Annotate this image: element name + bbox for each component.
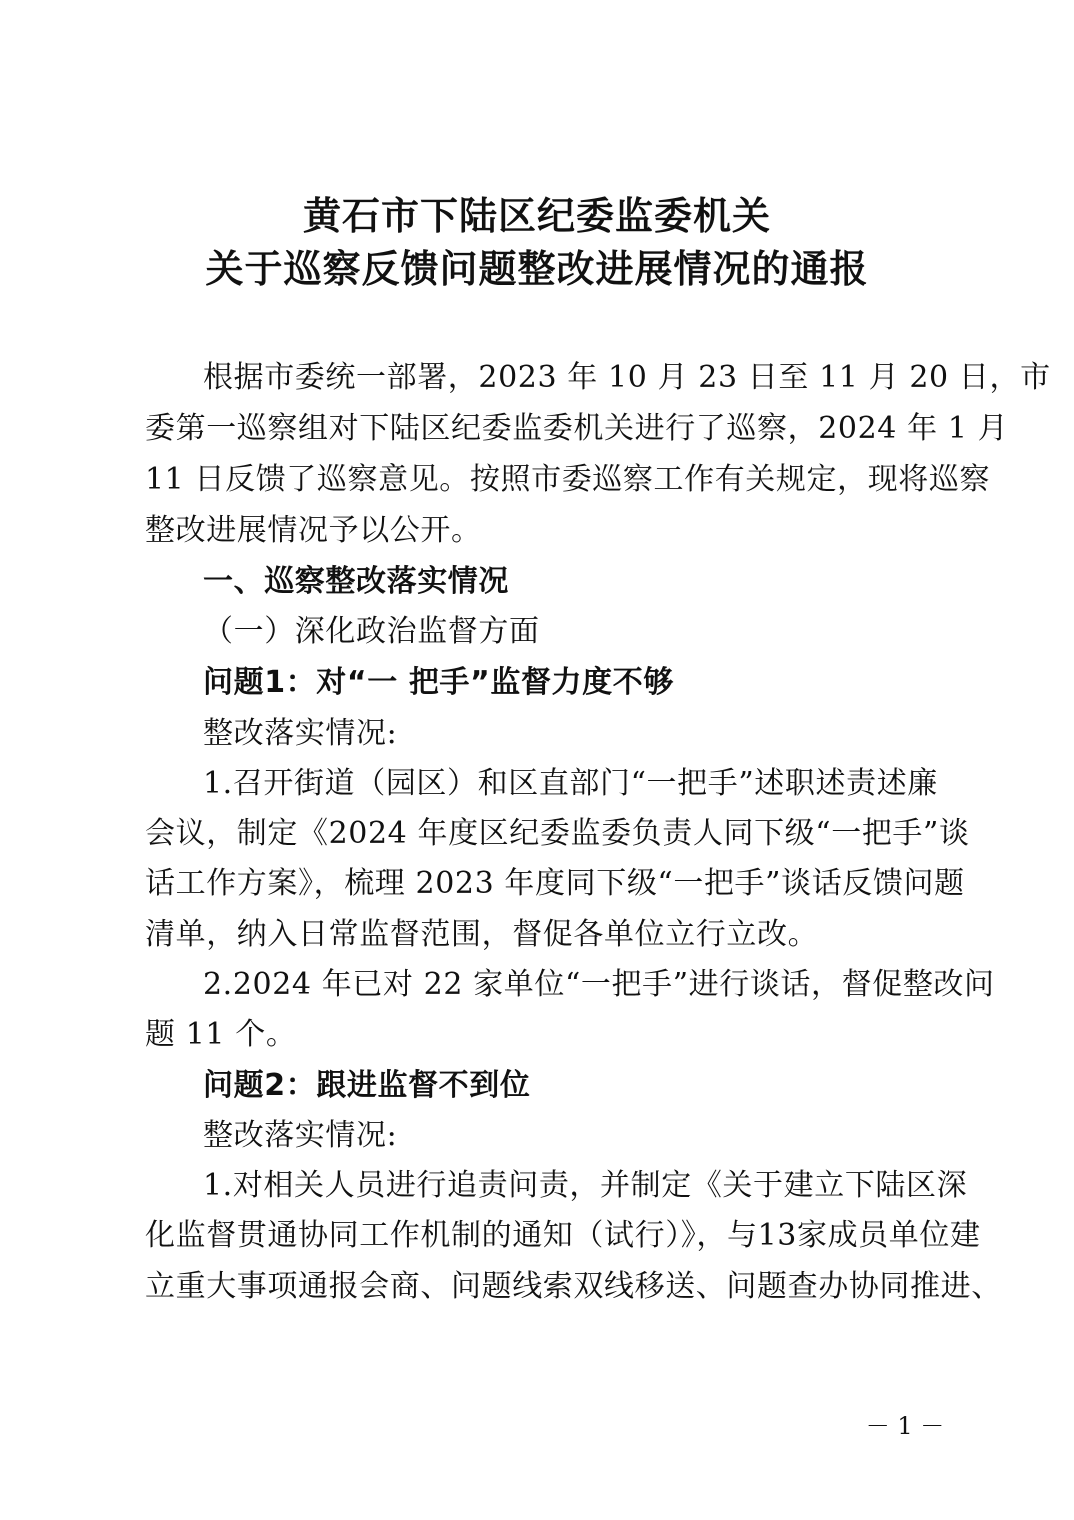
section-heading-1: 一、巡察整改落实情况 (203, 564, 509, 599)
problem-1-item-1-line-3: 话工作方案》，梳理 2023 年度同下级“一把手”谈话反馈问题 (145, 866, 965, 901)
intro-paragraph-line-3: 11 日反馈了巡察意见。按照市委巡察工作有关规定，现将巡察 (145, 462, 991, 497)
document-title-line-1: 黄石市下陆区纪委监委机关 (302, 193, 771, 238)
problem-1-item-1-line-4: 清单，纳入日常监督范围，督促各单位立行立改。 (145, 917, 819, 952)
intro-paragraph-line-2: 委第一巡察组对下陆区纪委监委机关进行了巡察，2024 年 1 月 (145, 411, 1009, 446)
problem-2-heading: 问题2：跟进监督不到位 (203, 1068, 531, 1103)
problem-1-item-2-line-1: 2.2024 年已对 22 家单位“一把手”进行谈话，督促整改问 (203, 967, 995, 1002)
subsection-heading-1: （一）深化政治监督方面 (203, 614, 540, 649)
page-number: － 1 － (865, 1412, 945, 1440)
document-title-line-2: 关于巡察反馈问题整改进展情况的通报 (205, 246, 869, 291)
problem-1-item-1-line-2: 会议，制定《2024 年度区纪委监委负责人同下级“一把手”谈 (145, 816, 970, 851)
intro-paragraph-line-4: 整改进展情况予以公开。 (145, 513, 482, 548)
problem-2-status-label: 整改落实情况: (203, 1118, 398, 1153)
problem-2-item-1-line-2: 化监督贯通协同工作机制的通知（试行）》，与13家成员单位建 (145, 1218, 981, 1253)
problem-1-item-2-line-2: 题 11 个。 (145, 1017, 297, 1052)
problem-1-status-label: 整改落实情况: (203, 716, 398, 751)
intro-paragraph-line-1: 根据市委统一部署，2023 年 10 月 23 日至 11 月 20 日，市 (203, 360, 1051, 395)
problem-2-item-1-line-3: 立重大事项通报会商、问题线索双线移送、问题查办协同推进、 (145, 1269, 1002, 1304)
problem-1-heading: 问题1：对“一 把手”监督力度不够 (203, 665, 674, 700)
problem-1-item-1-line-1: 1.召开街道（园区）和区直部门“一把手”述职述责述廉 (203, 766, 938, 801)
problem-2-item-1-line-1: 1.对相关人员进行追责问责，并制定《关于建立下陆区深 (203, 1168, 968, 1203)
